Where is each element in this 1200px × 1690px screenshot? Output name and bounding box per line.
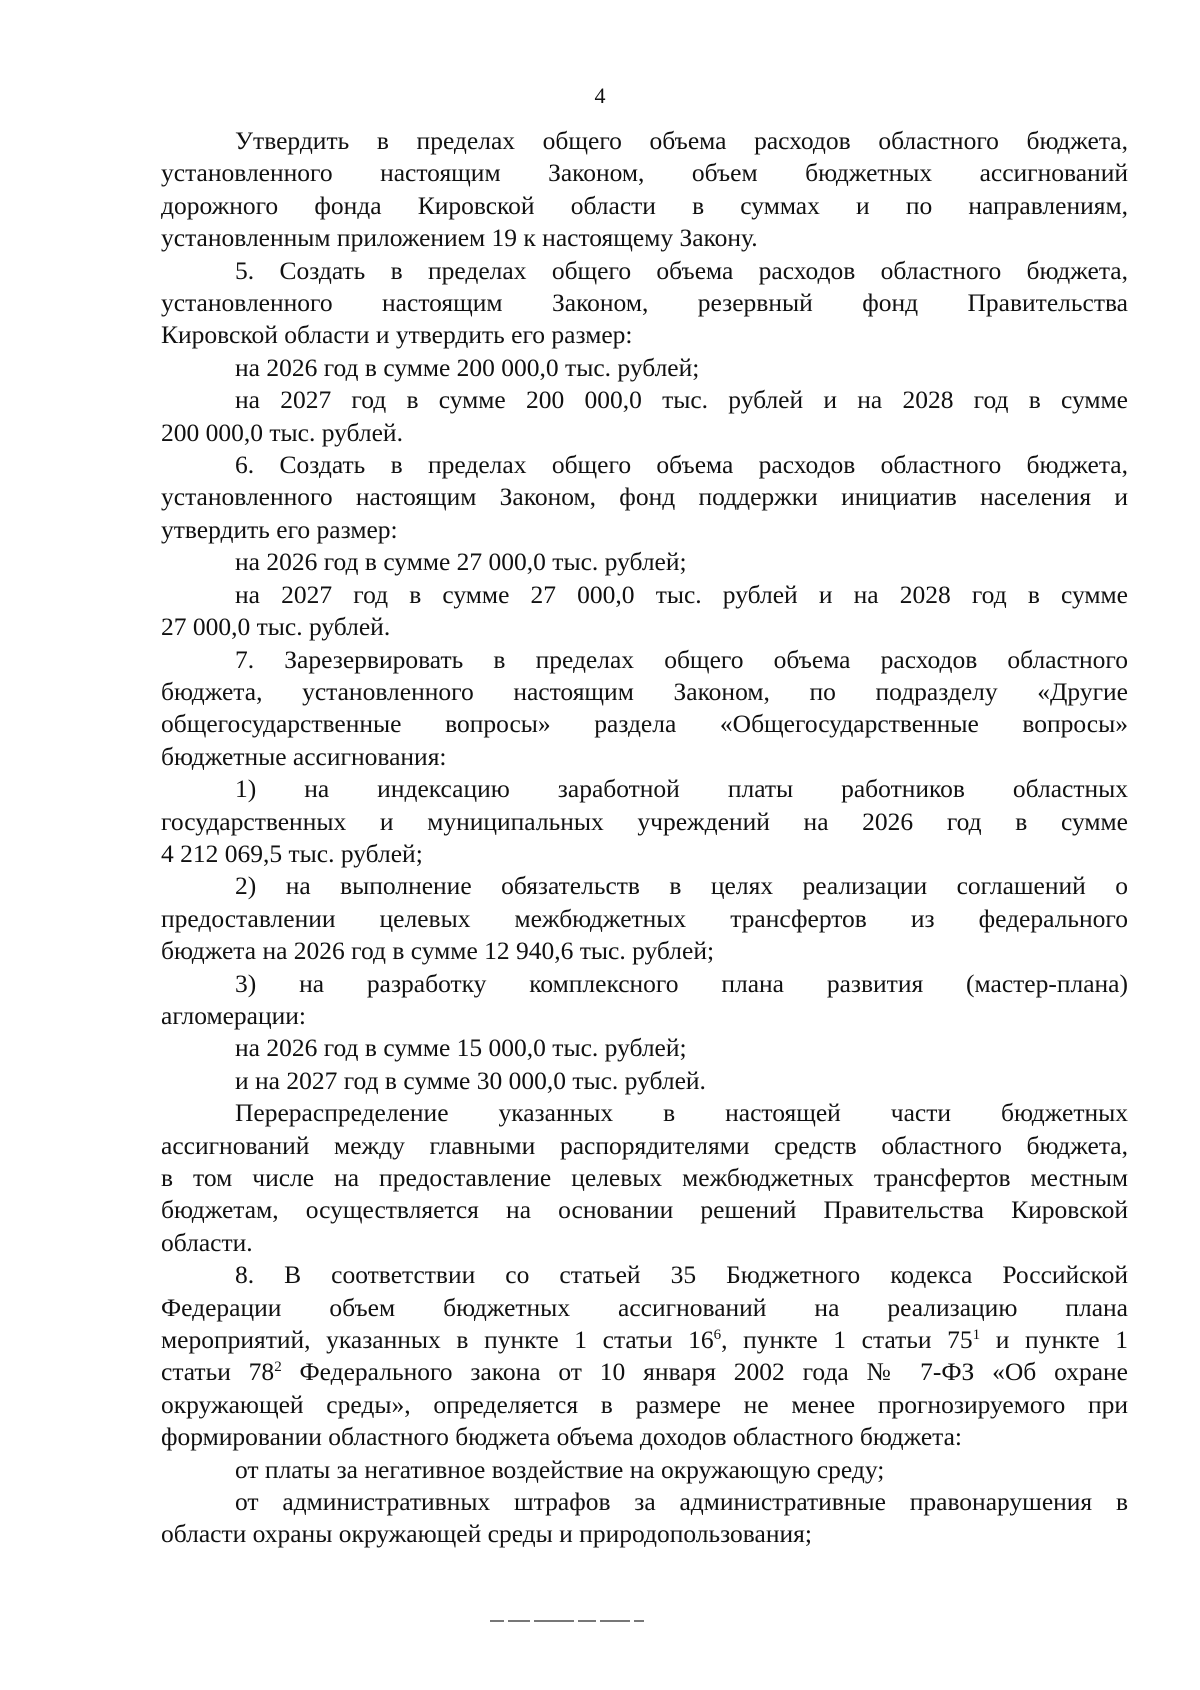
text-line [161, 1356, 1128, 1388]
text-line: 27 000,0 тыс. рублей. [161, 612, 391, 642]
text-fragment: 2 [274, 1359, 282, 1376]
text-line: на 2027 год в сумме 200 000,0 тыс. рублей и на 2028 год в сумме [235, 385, 1128, 415]
text-line: формировании областного бюджета объема доходов областного бюджета: [161, 1422, 963, 1452]
text-line: установленного настоящим Законом, резервный фонд Правительства [161, 288, 1128, 318]
text-line: 5. Создать в пределах общего объема расходов областного бюджета, [235, 255, 1128, 285]
text-line: Перераспределение указанных в настоящей части бюджетных [235, 1098, 1128, 1128]
text-line: бюджета на 2026 год в сумме 12 940,6 тыс. рублей; [161, 936, 715, 966]
text-line: 200 000,0 тыс. рублей. [161, 417, 403, 447]
text-fragment: , пункте 1 статьи 75 [721, 1325, 973, 1355]
text-fragment: статьи 78 [161, 1357, 275, 1387]
scan-artifact [490, 1612, 690, 1618]
text-line: установленным приложением 19 к настоящему Закону. [161, 223, 758, 253]
text-line: Утвердить в пределах общего объема расходов областного бюджета, [235, 126, 1128, 155]
text-line: на 2026 год в сумме 200 000,0 тыс. рублей; [235, 352, 700, 382]
text-line: 8. В соответствии со статьей 35 Бюджетного кодекса Российской [235, 1260, 1128, 1290]
text-line: общегосударственные вопросы» раздела «Общегосударственные вопросы» [161, 709, 1128, 739]
text-line: 6. Создать в пределах общего объема расходов областного бюджета, [235, 450, 1128, 480]
text-line: агломерации: [161, 1000, 307, 1030]
text-line: предоставлении целевых межбюджетных трансфертов из федерального [161, 903, 1128, 933]
text-line: на 2026 год в сумме 27 000,0 тыс. рублей; [235, 547, 687, 577]
text-line: 1) на индексацию заработной платы работников областных [235, 774, 1128, 804]
text-line: и на 2027 год в сумме 30 000,0 тыс. рублей. [235, 1065, 706, 1095]
text-line: установленного настоящим Законом, объем бюджетных ассигнований [161, 158, 1128, 188]
text-line: 2) на выполнение обязательств в целях реализации соглашений о [235, 871, 1128, 901]
text-line: Кировской области и утвердить его размер: [161, 320, 633, 350]
text-line: бюджетные ассигнования: [161, 741, 447, 771]
text-line: 7. Зарезервировать в пределах общего объема расходов областного [235, 644, 1128, 674]
text-line: бюджетам, осуществляется на основании решений Правительства Кировской [161, 1195, 1128, 1225]
text-fragment: 6 [713, 1327, 722, 1344]
text-line: от административных штрафов за административные правонарушения в [235, 1487, 1128, 1517]
text-fragment: мероприятий, указанных в пункте 1 статьи 16 [161, 1325, 714, 1355]
text-fragment: и пункте 1 [980, 1325, 1128, 1355]
text-line: утвердить его размер: [161, 514, 398, 544]
text-line: области. [161, 1227, 253, 1257]
text-line: окружающей среды», определяется в размере не менее прогнозируемого при [161, 1389, 1128, 1419]
text-line: 4 212 069,5 тыс. рублей; [161, 838, 423, 868]
text-line [161, 1324, 1128, 1356]
text-line: государственных и муниципальных учреждений на 2026 год в сумме [161, 806, 1128, 836]
text-line: дорожного фонда Кировской области в суммах и по направлениям, [161, 190, 1128, 220]
page-number: 4 [594, 83, 606, 108]
text-line: бюджета, установленного настоящим Законом, по подразделу «Другие [161, 676, 1128, 706]
text-line: ассигнований между главными распорядителями средств областного бюджета, [161, 1130, 1128, 1160]
text-fragment: 1 [972, 1327, 981, 1344]
text-line: 3) на разработку комплексного плана развития (мастер-плана) [235, 968, 1128, 998]
document-body [161, 125, 1128, 1551]
text-fragment: Федерального закона от 10 января 2002 года № 7-ФЗ «Об охране [281, 1357, 1128, 1387]
text-line: установленного настоящим Законом, фонд поддержки инициатив населения и [161, 482, 1128, 512]
text-line: от платы за негативное воздействие на окружающую среду; [235, 1454, 885, 1484]
text-line: области охраны окружающей среды и природопользования; [161, 1519, 812, 1549]
text-line: на 2026 год в сумме 15 000,0 тыс. рублей; [235, 1033, 687, 1063]
text-line: в том числе на предоставление целевых межбюджетных трансфертов местным [161, 1163, 1128, 1192]
text-line: Федерации объем бюджетных ассигнований на реализацию плана [161, 1292, 1128, 1322]
text-line: на 2027 год в сумме 27 000,0 тыс. рублей и на 2028 год в сумме [235, 579, 1128, 609]
